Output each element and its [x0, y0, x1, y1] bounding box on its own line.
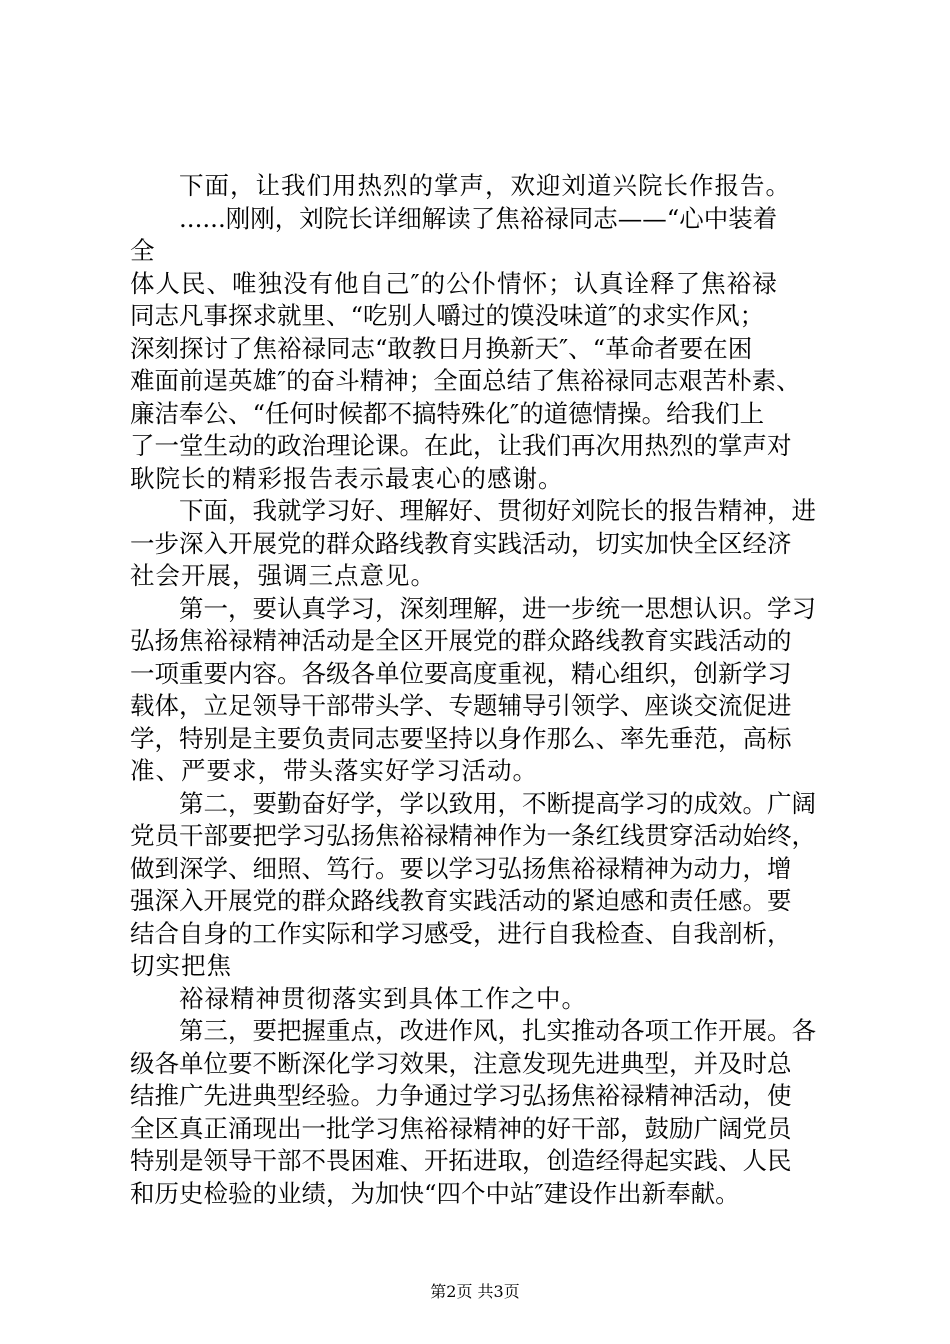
text-line: 了一堂生动的政治理论课。在此，让我们再次用热烈的掌声对: [130, 431, 792, 460]
text-line: 准、严要求，带头落实好学习活动。: [130, 756, 538, 785]
text-line: 结推广先进典型经验。力争通过学习弘扬焦裕禄精神活动，使: [130, 1081, 792, 1110]
text-line: 第三，要把握重点，改进作风，扎实推动各项工作开展。各: [179, 1016, 816, 1045]
text-line: 强深入开展党的群众路线教育实践活动的紧迫感和责任感。要: [130, 886, 792, 915]
text-line: 级各单位要不断深化学习效果，注意发现先进典型，并及时总: [130, 1048, 792, 1078]
document-body: [130, 170, 830, 1210]
text-line: 体人民、唯独没有他自己″的公仆情怀；认真诠释了焦裕禄: [130, 268, 778, 298]
text-line: 和历史检验的业绩，为加快“四个中站″建设作出新奉献。: [130, 1178, 740, 1208]
text-line: 全: [130, 236, 156, 265]
text-line: 第一，要认真学习，深刻理解，进一步统一思想认识。学习: [179, 593, 816, 623]
text-line: ......刚刚，刘院长详细解读了焦裕禄同志——“心中装着: [179, 203, 778, 233]
text-line: 学，特别是主要负责同志要坚持以身作那么、率先垂范，高标: [130, 723, 792, 753]
text-line: 特别是领导干部不畏困难、开拓进取，创造经得起实践、人民: [130, 1146, 792, 1175]
text-line: 党员干部要把学习弘扬焦裕禄精神作为一条红线贯穿活动始终，: [130, 821, 816, 850]
text-line: 裕禄精神贯彻落实到具体工作之中。: [179, 983, 587, 1013]
text-line: 做到深学、细照、笃行。要以学习弘扬焦裕禄精神为动力，增: [130, 853, 792, 883]
text-line: 下面，让我们用热烈的掌声，欢迎刘道兴院长作报告。: [179, 171, 791, 200]
text-line: 同志凡事探求就里、“吃别人嚼过的馍没味道″的求实作风；: [130, 301, 765, 330]
text-line: 下面，我就学习好、理解好、贯彻好刘院长的报告精神，进: [179, 496, 816, 525]
page-footer: 第2页 共3页: [430, 1282, 520, 1301]
text-line: 深刻探讨了焦裕禄同志“敢教日月换新天″、“革命者要在困: [130, 333, 753, 363]
text-line: 弘扬焦裕禄精神活动是全区开展党的群众路线教育实践活动的: [130, 626, 792, 655]
text-line: 切实把焦: [130, 951, 232, 980]
text-line: 全区真正涌现出一批学习焦裕禄精神的好干部，鼓励广阔党员: [130, 1113, 792, 1143]
text-line: 一步深入开展党的群众路线教育实践活动，切实加快全区经济: [130, 528, 792, 558]
text-line: 耿院长的精彩报告表示最衷心的感谢。: [130, 463, 564, 493]
text-line: 载体，立足领导干部带头学、专题辅导引领学、座谈交流促进: [130, 691, 792, 720]
text-line: 难面前逞英雄″的奋斗精神；全面总结了焦裕禄同志艰苦朴素、: [130, 366, 801, 395]
text-line: 第二，要勤奋好学，学以致用，不断提高学习的成效。广阔: [179, 788, 816, 818]
text-line: 结合自身的工作实际和学习感受，进行自我检查、自我剖析，: [130, 918, 792, 948]
text-line: 廉洁奉公、“任何时候都不搞特殊化″的道德情操。给我们上: [130, 398, 765, 428]
text-line: 社会开展，强调三点意见。: [130, 561, 436, 590]
text-line: 一项重要内容。各级各单位要高度重视，精心组织，创新学习: [130, 658, 792, 688]
